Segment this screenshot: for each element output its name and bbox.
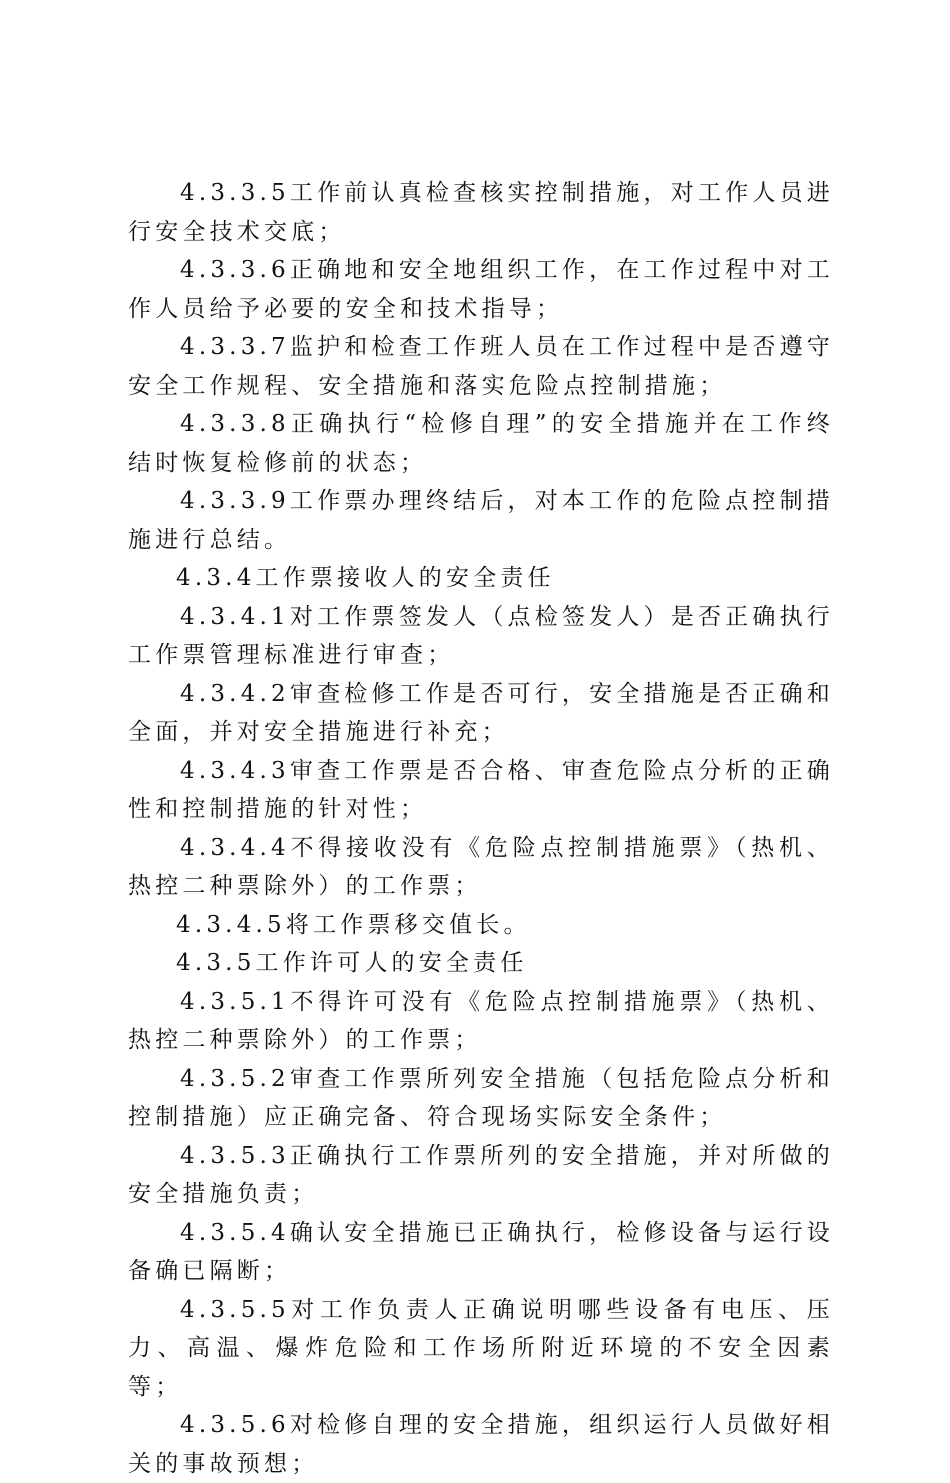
clause-4-3-5-4: 4.3.5.4确认安全措施已正确执行，检修设备与运行设备确已隔断； — [128, 1219, 834, 1284]
clause-4-3-5-5: 4.3.5.5对工作负责人正确说明哪些设备有电压、压力、高温、爆炸危险和工作场所附近环境的不安全因素等； — [128, 1296, 834, 1400]
section-heading-4-3-4: 4.3.4工作票接收人的安全责任 — [176, 565, 555, 591]
clause-4-3-3-8: 4.3.3.8正确执行“检修自理”的安全措施并在工作终结时恢复检修前的状态； — [128, 411, 834, 476]
clause-4-3-4-3: 4.3.4.3审查工作票是否合格、审查危险点分析的正确性和控制措施的针对性； — [128, 757, 834, 822]
clause-4-3-5-3: 4.3.5.3正确执行工作票所列的安全措施，并对所做的安全措施负责； — [128, 1142, 834, 1207]
clause-4-3-5-1: 4.3.5.1不得许可没有《危险点控制措施票》（热机、热控二种票除外）的工作票； — [128, 988, 834, 1053]
clause-4-3-3-6: 4.3.3.6正确地和安全地组织工作，在工作过程中对工作人员给予必要的安全和技术指导； — [128, 257, 834, 322]
clause-4-3-4-5: 4.3.4.5将工作票移交值长。 — [176, 911, 531, 938]
clause-4-3-3-9: 4.3.3.9工作票办理终结后，对本工作的危险点控制措施进行总结。 — [128, 488, 834, 553]
document-body — [128, 174, 834, 1483]
section-heading-4-3-5: 4.3.5工作许可人的安全责任 — [176, 950, 528, 976]
clause-4-3-5-2: 4.3.5.2审查工作票所列安全措施（包括危险点分析和控制措施）应正确完备、符合现场实际安全条件； — [128, 1065, 834, 1130]
clause-4-3-4-1: 4.3.4.1对工作票签发人（点检签发人）是否正确执行工作票管理标准进行审查； — [128, 603, 834, 668]
clause-4-3-4-2: 4.3.4.2审查检修工作是否可行，安全措施是否正确和全面，并对安全措施进行补充； — [128, 680, 834, 745]
clause-4-3-3-7: 4.3.3.7监护和检查工作班人员在工作过程中是否遵守安全工作规程、安全措施和落实危险点控制措施； — [128, 334, 834, 399]
clause-4-3-4-4: 4.3.4.4不得接收没有《危险点控制措施票》（热机、热控二种票除外）的工作票； — [128, 834, 834, 899]
clause-4-3-3-5: 4.3.3.5工作前认真检查核实控制措施，对工作人员进行安全技术交底； — [128, 180, 834, 245]
clause-4-3-5-6: 4.3.5.6对检修自理的安全措施，组织运行人员做好相关的事故预想； — [128, 1412, 834, 1477]
